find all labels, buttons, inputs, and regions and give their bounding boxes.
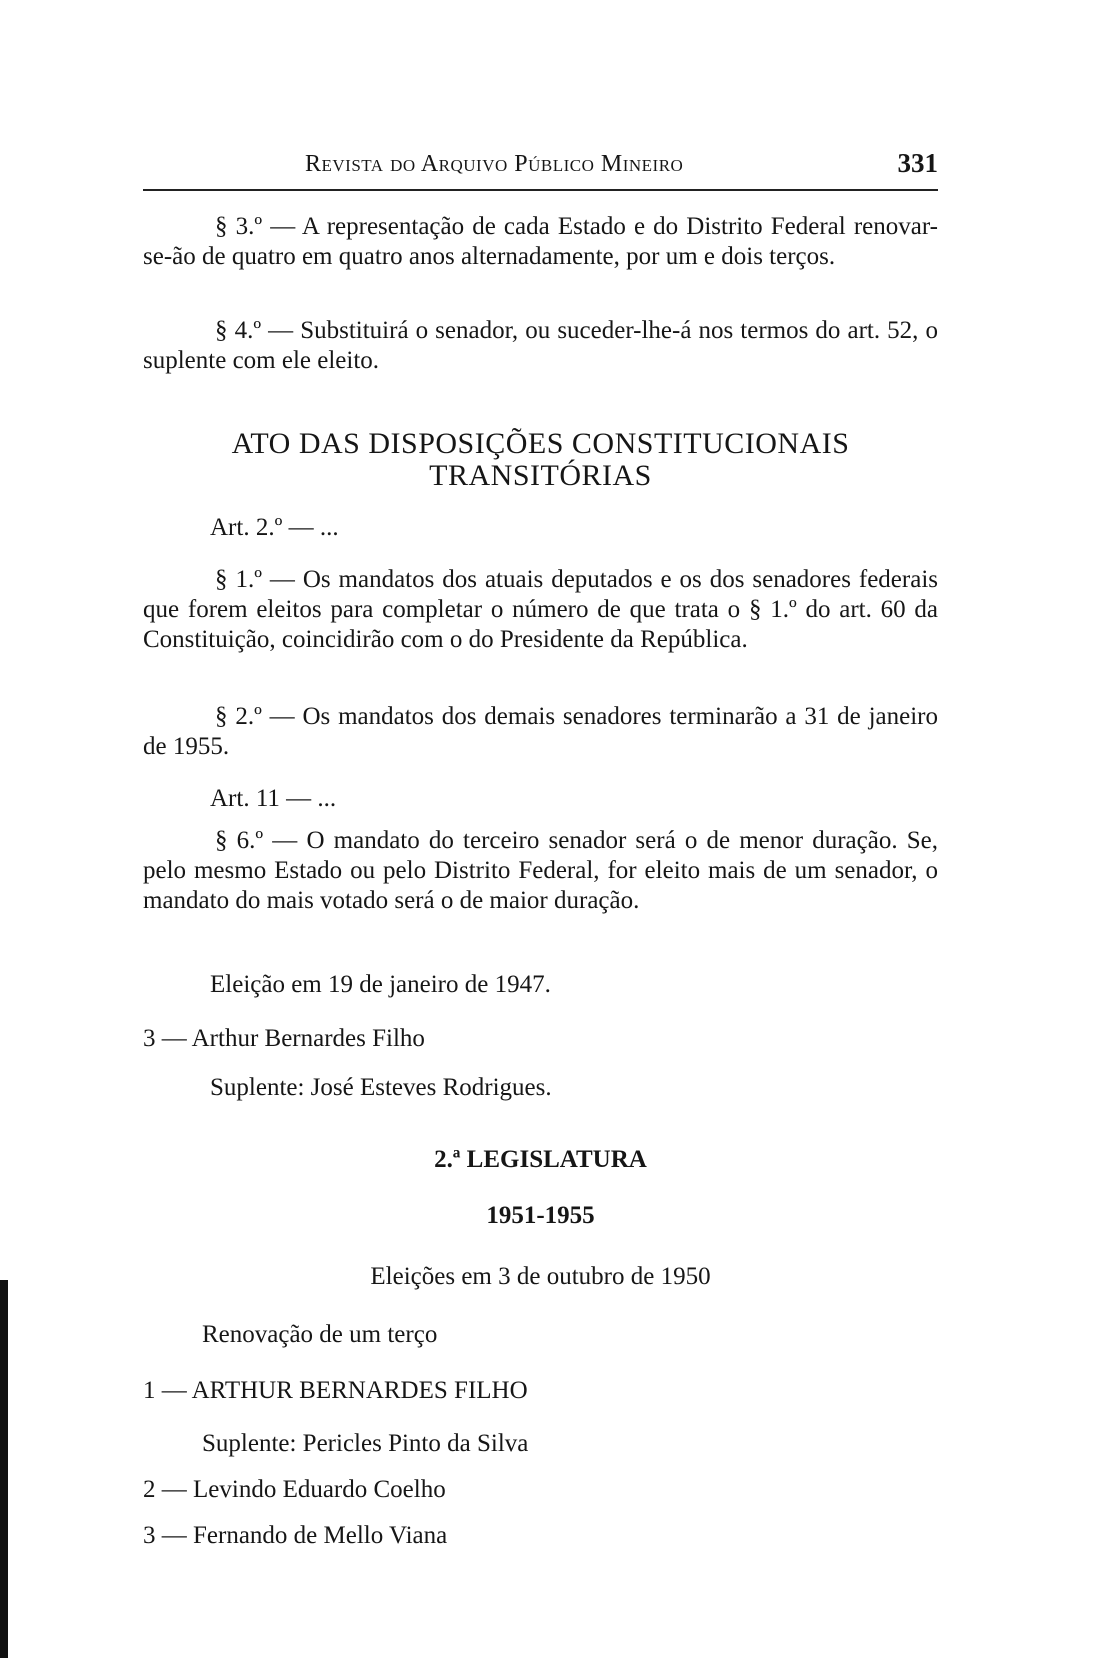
paragraph-article-2-section-1: § 1.º — Os mandatos dos atuais deputados e os dos senadores federais que forem eleitos para completar o número de que trata o § 1.º do art. 60 da Constituição, coincidirão com o do Presidente da República. bbox=[143, 566, 938, 653]
page-number: 331 bbox=[897, 148, 938, 178]
legislatura-entry: 1 — ARTHUR BERNARDES FILHO bbox=[143, 1377, 528, 1404]
election-1947-suplente: Suplente: José Esteves Rodrigues. bbox=[210, 1074, 552, 1101]
article-11: Art. 11 — ... bbox=[210, 785, 337, 812]
legislatura-title: 2.ª LEGISLATURA bbox=[434, 1146, 647, 1173]
election-1947-entry: 3 — Arthur Bernardes Filho bbox=[143, 1025, 425, 1052]
article-2: Art. 2.º — ... bbox=[210, 514, 339, 541]
election-1947: Eleição em 19 de janeiro de 1947. bbox=[210, 971, 551, 998]
legislatura-election: Eleições em 3 de outubro de 1950 bbox=[370, 1263, 711, 1290]
legislatura-entry: 2 — Levindo Eduardo Coelho bbox=[143, 1476, 446, 1503]
running-title: Revista do Arquivo Público Mineiro bbox=[305, 151, 684, 177]
section-heading-line-2: TRANSITÓRIAS bbox=[429, 459, 652, 492]
paragraph-article-2-section-2: § 2.º — Os mandatos dos demais senadores terminarão a 31 de janeiro de 1955. bbox=[143, 703, 938, 760]
section-heading-line-1: ATO DAS DISPOSIÇÕES CONSTITUCIONAIS bbox=[231, 427, 850, 460]
running-header bbox=[143, 148, 938, 191]
legislatura-years: 1951-1955 bbox=[486, 1202, 595, 1229]
paragraph-section-4: § 4.º — Substituirá o senador, ou suceder-lhe-á nos termos do art. 52, o suplente com ele eleito. bbox=[143, 317, 938, 374]
legislatura-entry: 3 — Fernando de Mello Viana bbox=[143, 1522, 448, 1549]
paragraph-article-11-section-6: § 6.º — O mandato do terceiro senador será o de menor duração. Se, pelo mesmo Estado ou pelo Distrito Federal, for eleito mais de um senador, o mandato do mais votado será o de maior duração. bbox=[143, 827, 938, 914]
scan-edge-shadow bbox=[0, 1280, 8, 1658]
legislatura-entry: Suplente: Pericles Pinto da Silva bbox=[202, 1430, 529, 1457]
paragraph-section-3: § 3.º — A representação de cada Estado e do Distrito Federal renovar-se-ão de quatro em quatro anos alternadamente, por um e dois terços. bbox=[143, 213, 938, 270]
renovacao-label: Renovação de um terço bbox=[202, 1321, 438, 1348]
